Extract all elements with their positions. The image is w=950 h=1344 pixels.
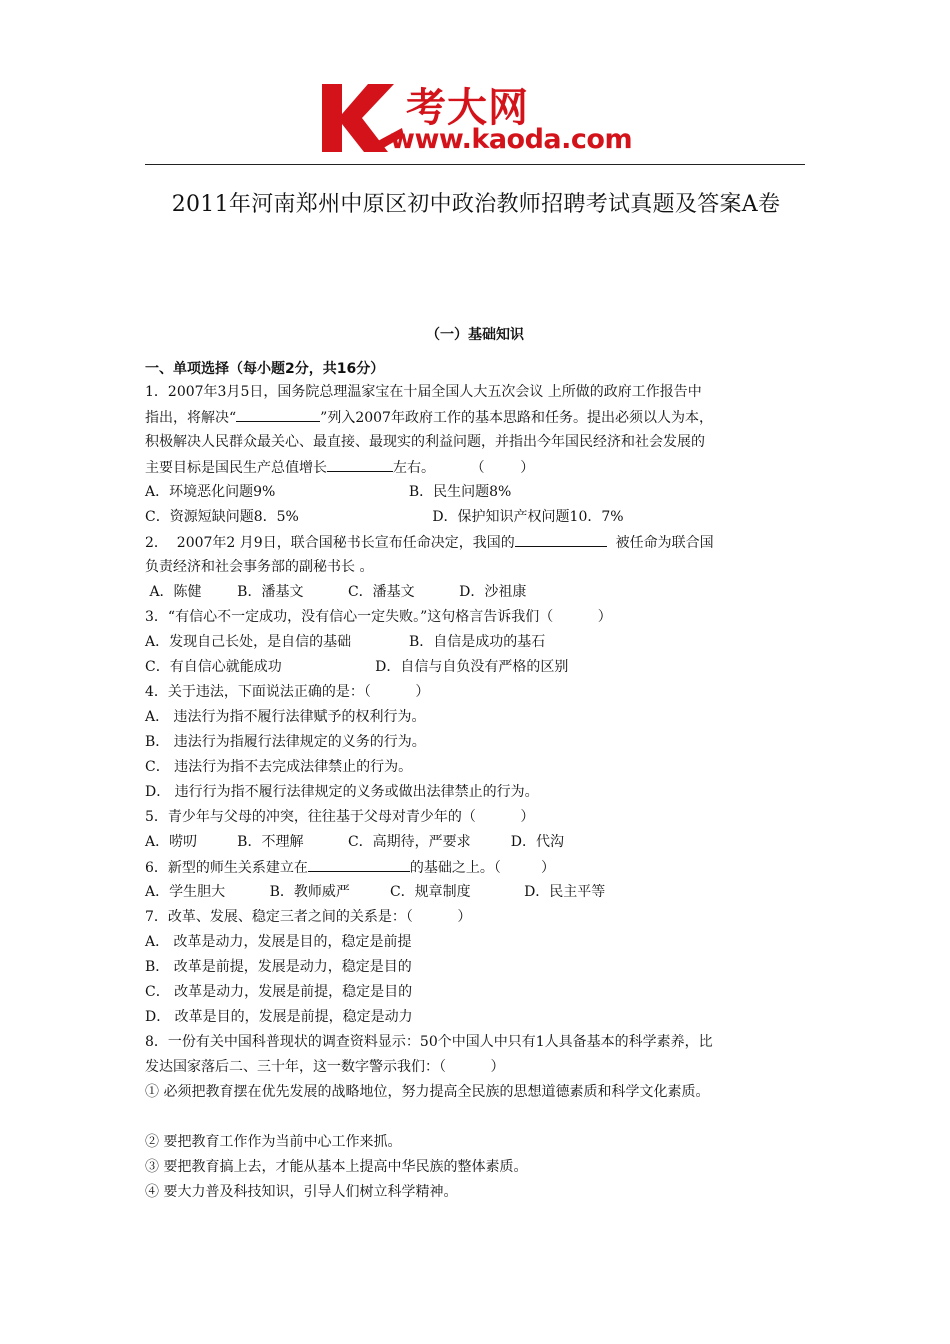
section-heading: （一）基础知识 — [426, 327, 524, 343]
q7-line: 7．改革、发展、稳定三者之间的关系是：（ ） — [145, 909, 472, 925]
q8-statement: ③ 要把教育搞上去，才能从基本上提高中华民族的整体素质。 — [145, 1159, 528, 1175]
spacer — [145, 1105, 817, 1130]
q7-option: A． 改革是动力，发展是目的，稳定是前提 — [145, 934, 412, 950]
answer-blank — [327, 455, 393, 472]
q8-statement: ④ 要大力普及科技知识，引导人们树立科学精神。 — [145, 1184, 458, 1200]
answer-blank — [515, 530, 607, 547]
q2-line: 2． 2007年2 月9日，联合国秘书长宣布任命决定，我国的 被任命为联合国 — [145, 530, 817, 555]
q2-line: 负责经济和社会事务部的副秘书长 。 — [145, 559, 374, 575]
header-divider — [145, 164, 805, 165]
q3-line: 3．“有信心不一定成功，没有信心一定失败。”这句格言告诉我们（ ） — [145, 609, 612, 625]
question-body — [145, 380, 817, 1205]
logo-brand-name: 考大网 — [406, 85, 529, 131]
q5-line: 5．青少年与父母的冲突，往往基于父母对青少年的（ ） — [145, 809, 535, 825]
q2-options: A．陈健 B．潘基文 C．潘基文 D．沙祖康 — [145, 584, 527, 600]
q7-option: D． 改革是目的，发展是前提，稳定是动力 — [145, 1009, 413, 1025]
q1-line: 主要目标是国民生产总值增长 左右。 （ ） — [145, 455, 817, 480]
document-title: 2011年河南郑州中原区初中政治教师招聘考试真题及答案A卷 — [171, 192, 781, 217]
q8-line: 发达国家落后二、三十年，这一数字警示我们：（ ） — [145, 1059, 505, 1075]
q6-options: A．学生胆大 B．教师威严 C．规章制度 D．民主平等 — [145, 884, 606, 900]
q5-options: A．唠叨 B．不理解 C．高期待，严要求 D．代沟 — [145, 834, 564, 850]
q1-line: 积极解决人民群众最关心、最直接、最现实的利益问题，并指出今年国民经济和社会发展的 — [145, 434, 705, 450]
answer-blank — [308, 855, 410, 872]
q8-statement: ② 要把教育工作作为当前中心工作来抓。 — [145, 1134, 402, 1150]
q7-option: C． 改革是动力，发展是前提，稳定是目的 — [145, 984, 413, 1000]
logo-url: www.kaoda.com — [390, 124, 633, 155]
q8-line: 8．一份有关中国科普现状的调查资料显示：50个中国人中只有1人具备基本的科学素养，比 — [145, 1034, 713, 1050]
q4-option: D． 违行行为指不履行法律规定的义务或做出法律禁止的行为。 — [145, 784, 539, 800]
q8-statement: ① 必须把教育摆在优先发展的战略地位，努力提高全民族的思想道德素质和科学文化素质。 — [145, 1084, 710, 1100]
q3-options: A．发现自己长处，是自信的基础 B．自信是成功的基石 — [145, 634, 546, 650]
q4-line: 4．关于违法，下面说法正确的是：（ ） — [145, 684, 430, 700]
question-type-heading: 一、单项选择（每小题2分，共16分） — [145, 361, 385, 377]
q4-option: A． 违法行为指不履行法律赋予的权利行为。 — [145, 709, 426, 725]
q6-line: 6．新型的师生关系建立在 的基础之上。（ ） — [145, 855, 817, 880]
q1-line: 指出，将解决“ ”列入2007年政府工作的基本思路和任务。提出必须以人为本， — [145, 405, 817, 430]
q1-options: C．资源短缺问题8．5% D．保护知识产权问题10．7% — [145, 509, 624, 525]
q1-line: 1．2007年3月5日，国务院总理温家宝在十届全国人大五次会议 上所做的政府工作报告中 — [145, 384, 702, 400]
q7-option: B． 改革是前提，发展是动力，稳定是目的 — [145, 959, 412, 975]
q4-option: B． 违法行为指履行法律规定的义务的行为。 — [145, 734, 426, 750]
q4-option: C． 违法行为指不去完成法律禁止的行为。 — [145, 759, 413, 775]
q1-options: A．环境恶化问题9% B．民生问题8% — [145, 484, 512, 500]
answer-blank — [236, 405, 320, 422]
q3-options: C．有自信心就能成功 D．自信与自负没有严格的区别 — [145, 659, 569, 675]
kaoda-logo — [318, 78, 648, 160]
